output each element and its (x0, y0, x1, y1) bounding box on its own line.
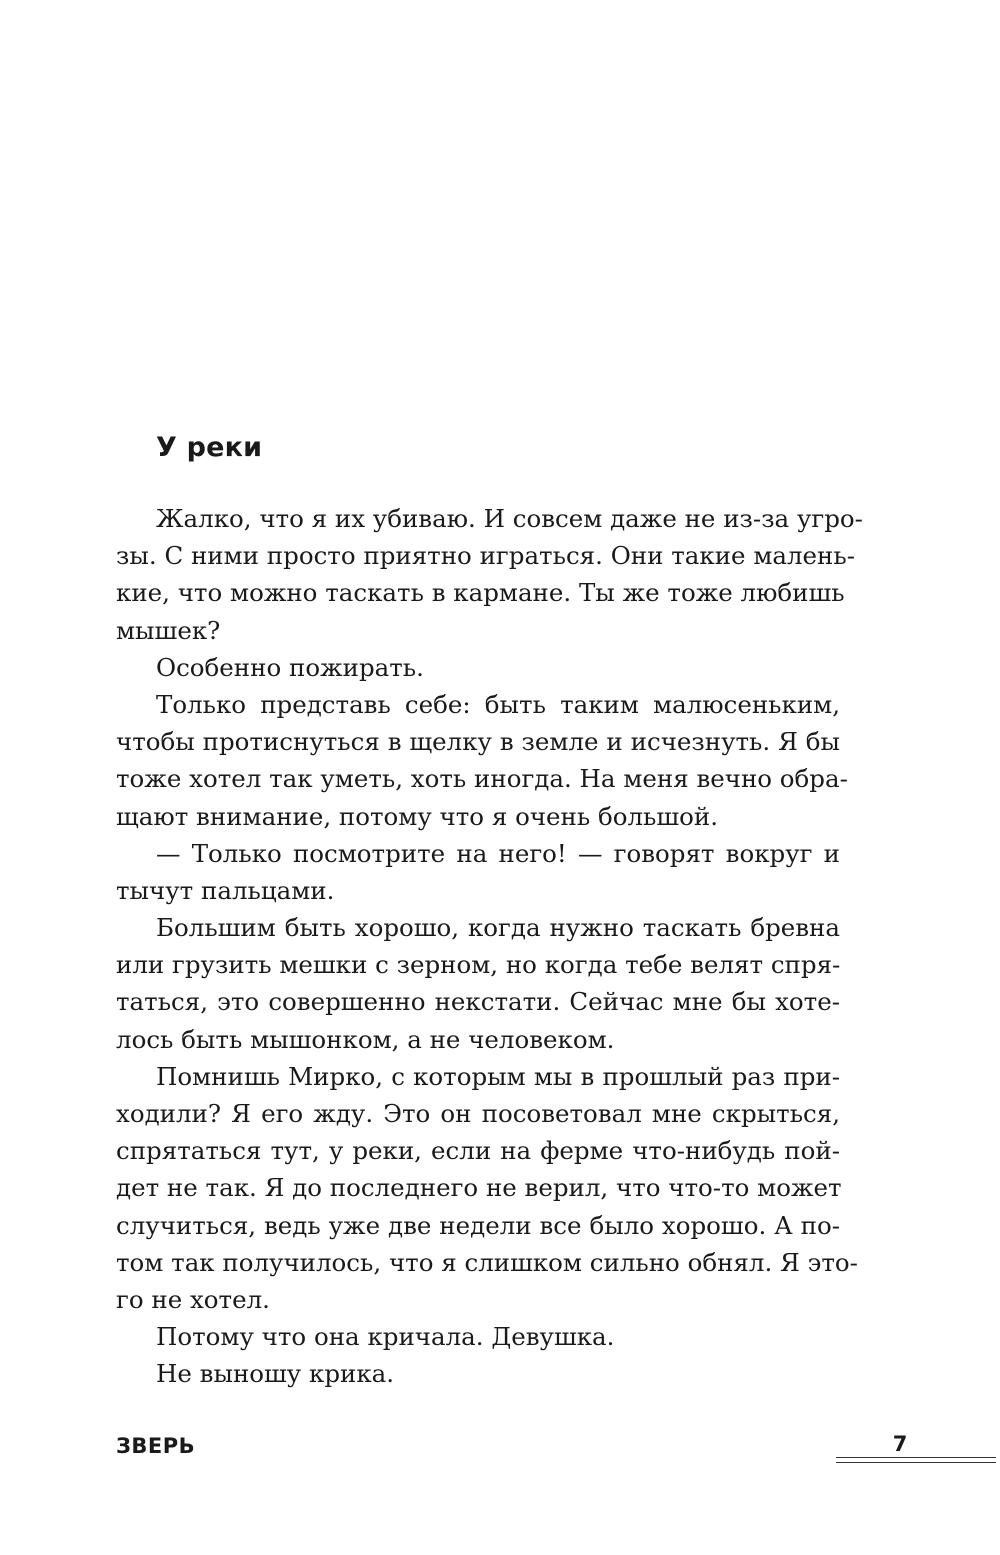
chapter-title: У реки (156, 432, 263, 463)
page-number: 7 (892, 1432, 908, 1456)
text-line: — Только посмотрите на него! — говорят вокруг и (156, 838, 840, 868)
text-line: мышек? (116, 615, 221, 645)
text-line: тычут пальцами. (116, 875, 335, 905)
text-line: том так получилось, что я слишком сильно обнял. Я это- (116, 1247, 858, 1277)
text-line: Большим быть хорошо, когда нужно таскать бревна (156, 913, 840, 943)
text-line: или грузить мешки с зерном, но когда тебе велят спря- (116, 950, 841, 980)
running-title: ЗВЕРЬ (116, 1434, 196, 1458)
text-line: дет не так. Я до последнего не верил, что что-то может (116, 1173, 842, 1203)
text-line: кие, что можно таскать в кармане. Ты же тоже любишь (116, 578, 845, 608)
text-line: тоже хотел так уметь, хоть иногда. На меня вечно обра- (116, 764, 848, 794)
text-line: Помнишь Мирко, с которым мы в прошлый раз при- (156, 1061, 840, 1091)
folio-rule (836, 1457, 996, 1463)
text-line: го не хотел. (116, 1284, 270, 1314)
text-line: щают внимание, потому что я очень большой. (116, 801, 719, 831)
text-line: Жалко, что я их убиваю. И совсем даже не из-за угро- (156, 504, 863, 533)
body-text (116, 500, 863, 1393)
text-line: лось быть мышонком, а не человеком. (116, 1024, 615, 1054)
text-line: Особенно пожирать. (156, 652, 424, 682)
text-line: ходили? Я его жду. Это он посоветовал мне скрыться, (116, 1099, 840, 1128)
text-line: спрятаться тут, у реки, если на ферме что-нибудь пой- (116, 1136, 840, 1166)
text-line: Потому что она кричала. Девушка. (156, 1322, 615, 1352)
text-line: таться, это совершенно некстати. Сейчас мне бы хоте- (116, 987, 840, 1017)
text-line: чтобы протиснуться в щелку в земле и исчезнуть. Я бы (116, 727, 840, 757)
text-line: зы. С ними просто приятно играться. Они такие малень- (116, 541, 855, 571)
text-line: случиться, ведь уже две недели все было хорошо. А по- (116, 1210, 840, 1240)
text-line: Не выношу крика. (156, 1359, 395, 1389)
text-line: Только представь себе: быть таким малюсеньким, (156, 689, 840, 719)
